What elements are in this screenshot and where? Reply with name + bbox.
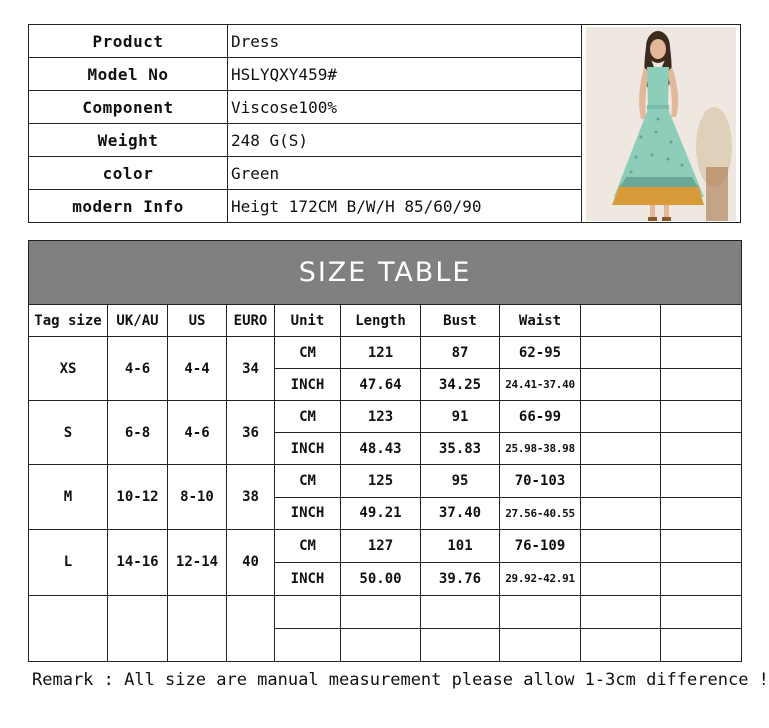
empty-cell [275, 628, 341, 661]
empty-cell [661, 529, 742, 562]
empty-cell [661, 337, 742, 369]
empty-cell [661, 562, 742, 595]
info-value: Green [228, 157, 582, 190]
header-euro: EURO [227, 305, 275, 337]
size-us: 4-4 [168, 337, 227, 401]
waist-value: 24.41-37.40 [500, 369, 581, 401]
empty-cell [581, 628, 661, 661]
bust-value: 95 [421, 465, 500, 497]
bust-value: 101 [421, 529, 500, 562]
table-row [29, 337, 742, 369]
header-length: Length [341, 305, 421, 337]
empty-cell [661, 497, 742, 529]
empty-cell [168, 595, 227, 661]
size-tag: S [29, 401, 108, 465]
size-us: 4-6 [168, 401, 227, 465]
length-value: 49.21 [341, 497, 421, 529]
size-euro: 38 [227, 465, 275, 529]
info-label: Model No [29, 58, 228, 91]
empty-cell [29, 595, 108, 661]
empty-cell [581, 337, 661, 369]
empty-cell [108, 595, 168, 661]
empty-cell [581, 595, 661, 628]
length-value: 47.64 [341, 369, 421, 401]
info-label: color [29, 157, 228, 190]
empty-cell [581, 305, 661, 337]
unit-cm: CM [275, 529, 341, 562]
product-photo-cell [582, 25, 741, 223]
size-uk-au: 4-6 [108, 337, 168, 401]
length-value: 121 [341, 337, 421, 369]
table-row [29, 529, 742, 562]
empty-cell [581, 529, 661, 562]
waist-value: 76-109 [500, 529, 581, 562]
size-tag: XS [29, 337, 108, 401]
header-us: US [168, 305, 227, 337]
info-value: HSLYQXY459# [228, 58, 582, 91]
bust-value: 35.83 [421, 433, 500, 465]
size-euro: 36 [227, 401, 275, 465]
bust-value: 39.76 [421, 562, 500, 595]
empty-cell [661, 401, 742, 433]
size-euro: 40 [227, 529, 275, 595]
empty-cell [275, 595, 341, 628]
header-waist: Waist [500, 305, 581, 337]
size-tag: M [29, 465, 108, 529]
size-uk-au: 10-12 [108, 465, 168, 529]
length-value: 125 [341, 465, 421, 497]
length-value: 48.43 [341, 433, 421, 465]
table-row [29, 595, 742, 628]
empty-cell [661, 369, 742, 401]
product-info-table [28, 24, 741, 223]
empty-cell [661, 433, 742, 465]
empty-cell [500, 628, 581, 661]
empty-cell [341, 595, 421, 628]
bust-value: 34.25 [421, 369, 500, 401]
unit-cm: CM [275, 465, 341, 497]
size-us: 12-14 [168, 529, 227, 595]
waist-value: 25.98-38.98 [500, 433, 581, 465]
dress-model-image [586, 27, 736, 221]
info-label: Component [29, 91, 228, 124]
header-unit: Unit [275, 305, 341, 337]
empty-cell [581, 497, 661, 529]
header-tag-size: Tag size [29, 305, 108, 337]
waist-value: 70-103 [500, 465, 581, 497]
empty-cell [661, 628, 742, 661]
empty-cell [661, 465, 742, 497]
waist-value: 66-99 [500, 401, 581, 433]
info-label: Weight [29, 124, 228, 157]
info-label: modern Info [29, 190, 228, 223]
info-value: Dress [228, 25, 582, 58]
empty-cell [500, 595, 581, 628]
empty-cell [581, 401, 661, 433]
bust-value: 37.40 [421, 497, 500, 529]
empty-cell [421, 628, 500, 661]
empty-cell [581, 465, 661, 497]
info-value: Heigt 172CM B/W/H 85/60/90 [228, 190, 582, 223]
empty-cell [581, 562, 661, 595]
unit-cm: CM [275, 337, 341, 369]
table-row [29, 465, 742, 497]
info-label: Product [29, 25, 228, 58]
table-row [29, 401, 742, 433]
product-photo [586, 27, 736, 221]
empty-cell [341, 628, 421, 661]
header-bust: Bust [421, 305, 500, 337]
unit-inch: INCH [275, 497, 341, 529]
size-us: 8-10 [168, 465, 227, 529]
empty-cell [661, 595, 742, 628]
empty-cell [581, 433, 661, 465]
size-table [28, 240, 742, 662]
bust-value: 87 [421, 337, 500, 369]
empty-cell [661, 305, 742, 337]
size-table-title: SIZE TABLE [29, 241, 742, 305]
length-value: 127 [341, 529, 421, 562]
bust-value: 91 [421, 401, 500, 433]
length-value: 123 [341, 401, 421, 433]
info-value: 248 G(S) [228, 124, 582, 157]
empty-cell [421, 595, 500, 628]
size-uk-au: 6-8 [108, 401, 168, 465]
length-value: 50.00 [341, 562, 421, 595]
size-euro: 34 [227, 337, 275, 401]
empty-cell [581, 369, 661, 401]
unit-inch: INCH [275, 433, 341, 465]
size-tag: L [29, 529, 108, 595]
empty-cell [227, 595, 275, 661]
remark-note: Remark : All size are manual measurement please allow 1-3cm difference ! [32, 670, 769, 690]
size-uk-au: 14-16 [108, 529, 168, 595]
waist-value: 29.92-42.91 [500, 562, 581, 595]
info-value: Viscose100% [228, 91, 582, 124]
waist-value: 27.56-40.55 [500, 497, 581, 529]
unit-cm: CM [275, 401, 341, 433]
unit-inch: INCH [275, 369, 341, 401]
waist-value: 62-95 [500, 337, 581, 369]
header-uk-au: UK/AU [108, 305, 168, 337]
unit-inch: INCH [275, 562, 341, 595]
